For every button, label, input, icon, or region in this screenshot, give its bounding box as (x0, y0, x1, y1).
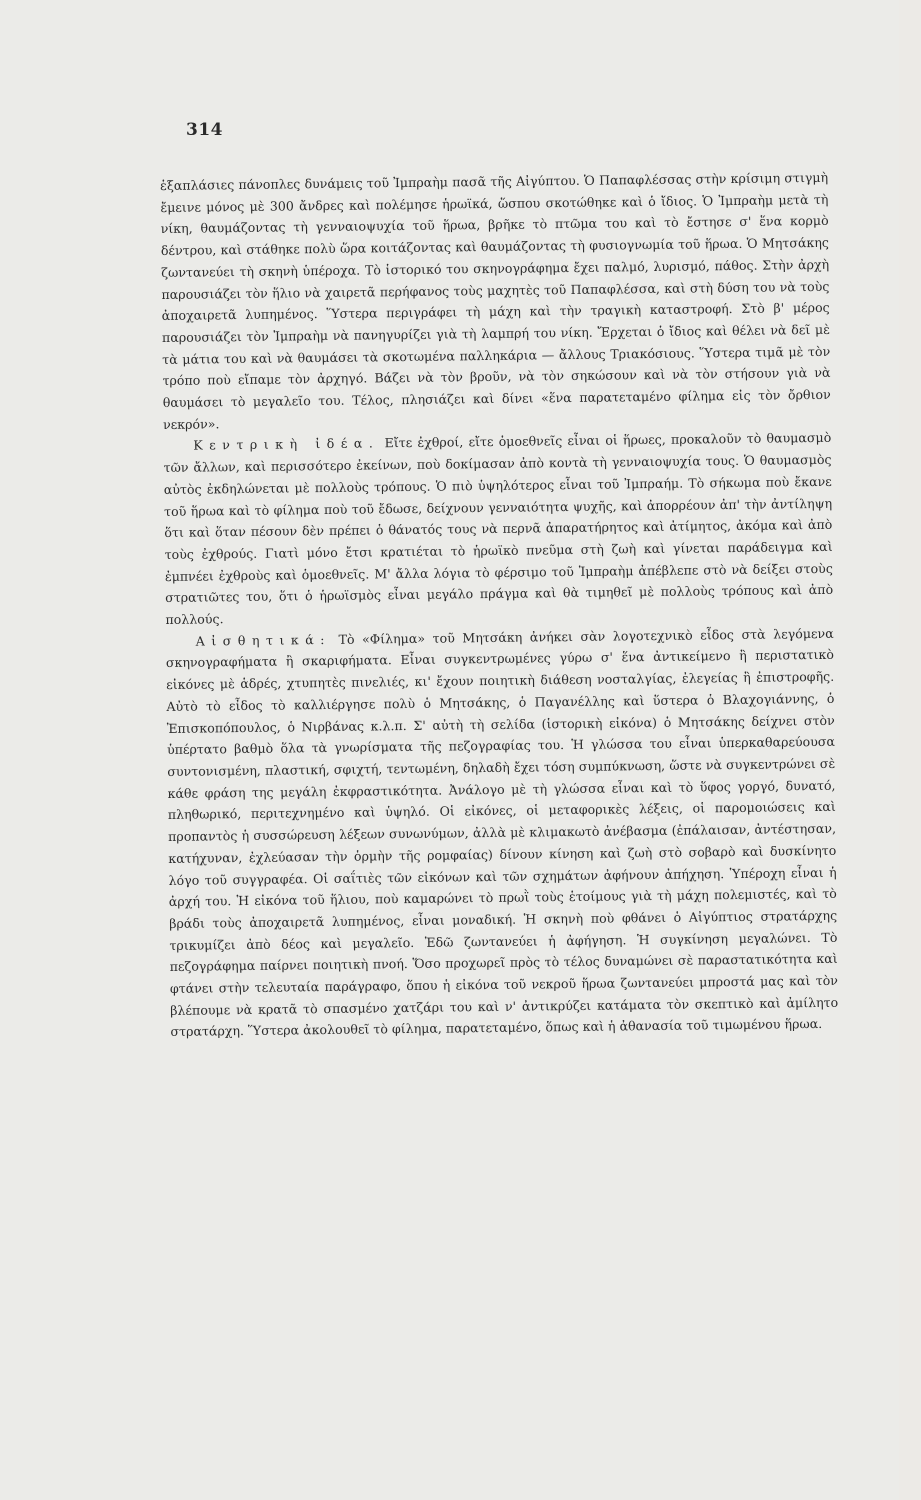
section-heading-central-idea: Κεντρικὴ ἰδέα. (193, 435, 380, 454)
paragraph-text: ἑξαπλάσιες πάνοπλες δυνάμεις τοῦ Ἰμπραὴμ πασᾶ τῆς Αἰγύπτου. Ὁ Παπαφλέσσας στὴν κρίσιμη στιγμὴ ἔμεινε μόνος μὲ 300 ἄνδρες καὶ πολέμησε ἡρωϊκά, ὥσπου σκοτώθηκε καὶ ὁ ἴδιος. Ὁ Ἰμπραὴμ μετὰ τὴ νίκη, θαυμάζοντας τὴ γενναιοψυχία τοῦ ἥρωα, βρῆκε τὸ πτῶμα του καὶ τὸ ἔστησε σ' ἕνα κορμὸ δέντρου, καὶ στάθηκε πολὺ ὥρα κοιτάζοντας καὶ θαυμάζοντας τὴ φυσιογνωμία τοῦ ἥρωα. Ὁ Μητσάκης ζωντανεύει τὴ σκηνὴ ὑπέροχα. Τὸ ἱστορικό του σκηνογράφημα ἔχει παλμό, λυρισμό, πάθος. Στὴν ἀρχὴ παρουσιάζει τὸν ἥλιο νὰ χαιρετᾶ περήφανος τοὺς μαχητὲς τοῦ Παπαφλέσσα, καὶ στὴ δύση του νὰ τοὺς ἀποχαιρετᾶ λυπημένος. Ὕστερα περιγράφει τὴ μάχη καὶ τὴν τραγικὴ καταστροφή. Στὸ β' μέρος παρουσιάζει τὸν Ἰμπραὴμ νὰ πανηγυρίζει γιὰ τὴ λαμπρή του νίκη. Ἔρχεται ὁ ἴδιος καὶ θέλει νὰ δεῖ μὲ τὰ μάτια του καὶ νὰ θαυμάσει τὰ σκοτωμένα παλληκάρια — ἄλλους Τριακόσιους. Ὕστερα τιμᾶ μὲ τὸν τρόπο ποὺ εἴπαμε τὸν ἀρχηγό. Βάζει νὰ τὸν βροῦν, νὰ τὸν σηκώσουν καὶ νὰ τὸν στήσουν γιὰ νὰ θαυμάσει τὸ μεγαλεῖο του. Τέλος, πλησιάζει καὶ δίνει «ἕνα παρατεταμένο φίλημα εἰς τὸν ὄρθιον νεκρόν». (160, 169, 831, 432)
scan-margin (899, 0, 921, 1500)
paragraph-text: Τὸ «Φίλημα» τοῦ Μητσάκη ἀνήκει σὰν λογοτεχνικὸ εἶδος στὰ λεγόμενα σκηνογραφήματα ἢ σκαριφήματα. Εἶναι συγκεντρωμένες γύρω σ' ἕνα ἀντικείμενο ἢ περιστατικὸ εἰκόνες μὲ ἁδρές, χτυπητὲς πινελιές, κι' ἔχουν ποιητικὴ διάθεση νοσταλγίας, ἐλεγείας ἢ ἐπιστροφῆς. Αὐτὸ τὸ εἶδος τὸ καλλιέργησε πολὺ ὁ Μητσάκης, ὁ Παγανέλλης καὶ ὕστερα ὁ Βλαχογιάννης, ὁ Ἐπισκοπόπουλος, ὁ Νιρβάνας κ.λ.π. Σ' αὐτὴ τὴ σελίδα (ἱστορικὴ εἰκόνα) ὁ Μητσάκης δείχνει στὸν ὑπέρτατο βαθμὸ ὅλα τὰ γνωρίσματα τῆς πεζογραφίας του. Ἡ γλώσσα του εἶναι ὑπερκαθαρεύουσα συντονισμένη, πλαστική, σφιχτή, τεντωμένη, δηλαδὴ ἔχει τόση συμπύκνωση, ὥστε νὰ συγκεντρώνει σὲ κάθε φράση της μεγάλη ἐκφραστικότητα. Ἀνάλογο μὲ τὴ γλώσσα εἶναι καὶ τὸ ὕφος γοργό, δυνατό, πληθωρικό, περιτεχνημένο καὶ ὑψηλό. Οἱ εἰκόνες, οἱ μεταφορικὲς λέξεις, οἱ παρομοιώσεις καὶ προπαντὸς ἡ συσσώρευση λέξεων συνωνύμων, ἀλλὰ μὲ κλιμακωτὸ ἀνέβασμα (ἐπάλαισαν, ἀντέστησαν, κατήχυναν, ἐχλεύασαν τὴν ὁρμὴν τῆς ρομφαίας) δίνουν κίνηση καὶ ζωὴ στὸ σοβαρὸ καὶ δυσκίνητο λόγο τοῦ συγγραφέα. Οἱ σαΐτιὲς τῶν εἰκόνων καὶ τῶν σχημάτων ἀφήνουν ἀπήχηση. Ὑπέροχη εἶναι ἡ ἀρχή του. Ἡ εἰκόνα τοῦ ἥλιου, ποὺ καμαρώνει τὸ πρωῒ τοὺς ἑτοίμους γιὰ τὴ μάχη πολεμιστές, καὶ τὸ βράδι τοὺς ἀποχαιρετᾶ λυπημένος, εἶναι μοναδική. Ἡ σκηνὴ ποὺ φθάνει ὁ Αἰγύπτιος στρατάρχης τρικυμίζει ἀπὸ δέος καὶ μεγαλεῖο. Ἐδῶ ζωντανεύει ἡ ἀφήγηση. Ἡ συγκίνηση μεγαλώνει. Τὸ πεζογράφημα παίρνει ποιητικὴ πνοή. Ὅσο προχωρεῖ πρὸς τὸ τέλος δυναμώνει σὲ παραστατικότητα καὶ φτάνει στὴν τελευταία παράγραφο, ὅπου ἡ εἰκόνα τοῦ νεκροῦ ἥρωα ζωντανεύει μπροστά μας καὶ τὸν βλέπουμε νὰ κρατᾶ τὸ σπασμένο χατζάρι του καὶ ν' ἀντικρύζει κατάματα τὸν σκεπτικὸ καὶ ἀμίλητο στρατάρχη. Ὕστερα ἀκολουθεῖ τὸ φίλημα, παρατεταμένο, ὅπως καὶ ἡ ἀθανασία τοῦ τιμωμένου ἥρωα. (165, 625, 839, 1040)
body-text (160, 167, 839, 1043)
paragraph-text: Εἴτε ἐχθροί, εἴτε ὁμοεθνεῖς εἶναι οἱ ἥρωες, προκαλοῦν τὸ θαυμασμὸ τῶν ἄλλων, καὶ περισσότερο ἐκείνων, ποὺ δοκίμασαν ἀπὸ κοντὰ τὴ γενναιοψυχία τους. Ὁ θαυμασμὸς αὐτὸς ἐκδηλώνεται μὲ πολλοὺς τρόπους. Ὁ πιὸ ὑψηλότερος εἶναι τοῦ Ἰμπραήμ. Τὸ σήκωμα ποὺ ἔκανε τοῦ ἥρωα καὶ τὸ φίλημα ποὺ τοῦ ἔδωσε, δείχνουν γενναιότητα ψυχῆς, καὶ ἀπορρέουν ἀπ' τὴν ἀντίληψη ὅτι καὶ ὅταν πέσουν δὲν πρέπει ὁ θάνατός τους νὰ περνᾶ ἀπαρατήρητος καὶ ἀτίμητος, ἀκόμα καὶ ἀπὸ τοὺς ἐχθρούς. Γιατὶ μόνο ἔτσι κρατιέται τὸ ἡρωϊκὸ πνεῦμα στὴ ζωὴ καὶ γίνεται παράδειγμα καὶ ἐμπνέει ἐχθροὺς καὶ ὁμοεθνεῖς. Μ' ἄλλα λόγια τὸ φέρσιμο τοῦ Ἰμπραὴμ ἀπέβλεπε στὸ νὰ δείξει στοὺς στρατιῶτες του, ὅτι ὁ ἡρωϊσμὸς εἶναι μεγάλο πράγμα καὶ θὰ τιμηθεῖ μὲ πολλοὺς τρόπους καὶ ἀπὸ πολλούς. (163, 430, 834, 628)
paragraph-aesthetics (166, 623, 839, 1043)
page-number: 314 (186, 120, 223, 140)
section-heading-aesthetics: Αἰσθητικά: (195, 631, 332, 649)
paragraph-intro (160, 167, 831, 436)
paragraph-central-idea (163, 427, 833, 630)
